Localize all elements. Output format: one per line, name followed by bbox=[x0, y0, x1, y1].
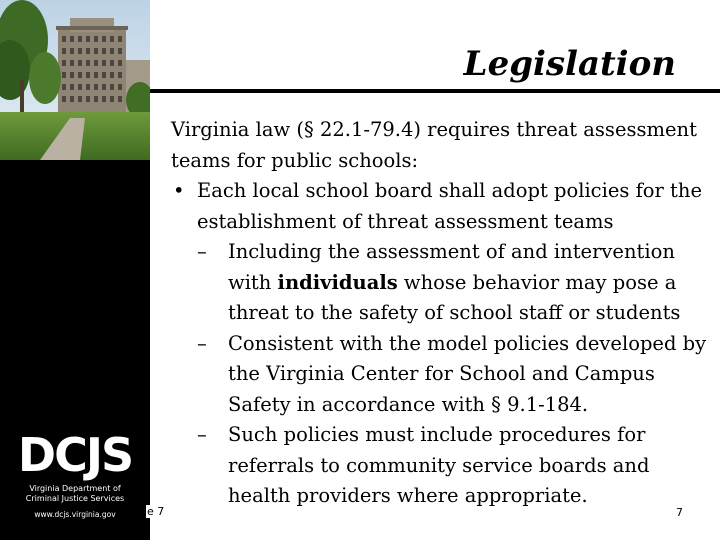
campus-building-photo bbox=[0, 0, 150, 160]
sub-item-text: Consistent with the model policies developed by the Virginia Center for School and Campus Safety in accordance with § 9.1-184. bbox=[228, 331, 707, 416]
dash-icon: – bbox=[197, 331, 207, 355]
sub-item-2 bbox=[171, 329, 711, 421]
sidebar bbox=[0, 0, 150, 540]
department-line-2: Criminal Justice Services bbox=[25, 494, 125, 503]
department-line-1: Virginia Department of bbox=[29, 484, 121, 493]
bullet-icon: • bbox=[173, 179, 185, 202]
page-number: 7 bbox=[676, 506, 683, 519]
department-name bbox=[0, 484, 150, 504]
intro-text: Virginia law (§ 22.1-79.4) requires threat assessment teams for public schools: bbox=[171, 118, 697, 172]
dash-icon: – bbox=[197, 423, 207, 446]
sidebar-page-fragment: e 7 bbox=[147, 505, 165, 518]
sub-item-bold-text: individuals bbox=[277, 270, 398, 294]
sub-item-text: Such policies must include procedures for referrals to community service boards and health providers where appropriate. bbox=[228, 423, 650, 507]
bullet-text: Each local school board shall adopt policies for the establishment of threat assessment teams bbox=[197, 179, 702, 233]
dash-icon: – bbox=[197, 240, 207, 263]
sub-item-text: Including the assessment of and intervention with bbox=[228, 240, 675, 294]
sub-item-text-tail: whose behavior may pose a threat to the safety of school staff or students bbox=[228, 270, 681, 324]
sub-item-1 bbox=[171, 237, 711, 329]
sub-item-3 bbox=[171, 420, 711, 512]
logo-text: DCJS bbox=[18, 428, 132, 482]
slide-title: Legislation bbox=[463, 44, 676, 84]
bullet-item bbox=[171, 176, 711, 237]
dcjs-logo bbox=[18, 425, 132, 485]
title-divider bbox=[150, 89, 720, 93]
website-url[interactable]: www.dcjs.virginia.gov bbox=[34, 510, 116, 519]
slide-body bbox=[171, 115, 711, 512]
